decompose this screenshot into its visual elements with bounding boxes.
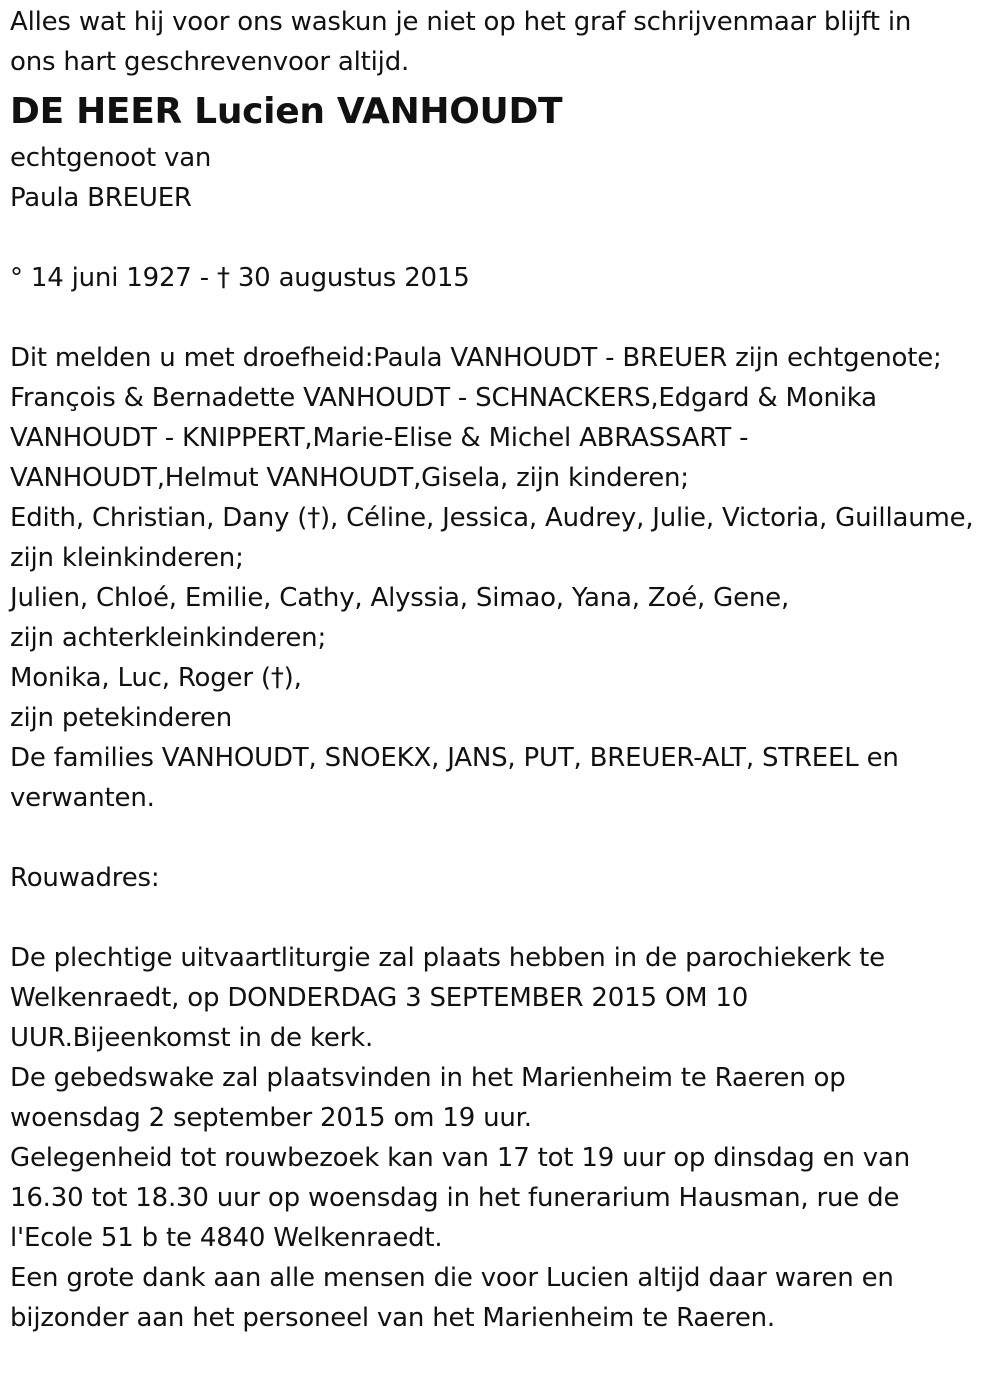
ceremony-line: l'Ecole 51 b te 4840 Welkenraedt. xyxy=(10,1223,443,1253)
spacer xyxy=(10,218,995,258)
ceremony-line: De plechtige uitvaartliturgie zal plaats hebben in de parochiekerk te xyxy=(10,943,885,973)
deceased-name: DE HEER Lucien VANHOUDT xyxy=(10,91,563,132)
ceremony-line: De gebedswake zal plaatsvinden in het Marienheim te Raeren op xyxy=(10,1063,846,1093)
quote-line: Alles wat hij voor ons waskun je niet op het graf schrijvenmaar blijft in xyxy=(10,7,912,37)
ceremony-line: Welkenraedt, op DONDERDAG 3 SEPTEMBER 2015 OM 10 xyxy=(10,983,749,1013)
spouse-name: Paula BREUER xyxy=(10,183,192,213)
family-line: François & Bernadette VANHOUDT - SCHNACKERS,Edgard & Monika xyxy=(10,383,877,413)
family-line: zijn kleinkinderen; xyxy=(10,543,244,573)
obituary-notice xyxy=(10,2,995,1338)
spacer xyxy=(10,818,995,858)
family-line: Monika, Luc, Roger (†), xyxy=(10,663,302,693)
ceremony-details xyxy=(10,938,995,1338)
family-line: De families VANHOUDT, SNOEKX, JANS, PUT, BREUER-ALT, STREEL en xyxy=(10,743,899,773)
ceremony-line: UUR.Bijeenkomst in de kerk. xyxy=(10,1023,374,1053)
ceremony-line: Gelegenheid tot rouwbezoek kan van 17 tot 19 uur op dinsdag en van xyxy=(10,1143,910,1173)
spouse-label: echtgenoot van xyxy=(10,143,212,173)
ceremony-line: 16.30 tot 18.30 uur op woensdag in het funerarium Hausman, rue de xyxy=(10,1183,900,1213)
ceremony-line: woensdag 2 september 2015 om 19 uur. xyxy=(10,1103,532,1133)
family-line: zijn achterkleinkinderen; xyxy=(10,623,327,653)
family-line: verwanten. xyxy=(10,783,155,813)
memorial-quote xyxy=(10,2,995,82)
life-dates: ° 14 juni 1927 - † 30 augustus 2015 xyxy=(10,263,470,293)
spacer xyxy=(10,898,995,938)
spacer xyxy=(10,298,995,338)
quote-line: ons hart geschrevenvoor altijd. xyxy=(10,47,410,77)
ceremony-line: Een grote dank aan alle mensen die voor Lucien altijd daar waren en xyxy=(10,1263,894,1293)
family-line: Dit melden u met droefheid:Paula VANHOUDT - BREUER zijn echtgenote; xyxy=(10,343,942,373)
family-line: Julien, Chloé, Emilie, Cathy, Alyssia, Simao, Yana, Zoé, Gene, xyxy=(10,583,790,613)
family-announcement xyxy=(10,338,995,818)
ceremony-line: bijzonder aan het personeel van het Marienheim te Raeren. xyxy=(10,1303,775,1333)
family-line: zijn petekinderen xyxy=(10,703,232,733)
family-line: VANHOUDT,Helmut VANHOUDT,Gisela, zijn kinderen; xyxy=(10,463,689,493)
mourning-address-label: Rouwadres: xyxy=(10,863,160,893)
family-line: Edith, Christian, Dany (†), Céline, Jessica, Audrey, Julie, Victoria, Guillaume, xyxy=(10,503,974,533)
family-line: VANHOUDT - KNIPPERT,Marie-Elise & Michel ABRASSART - xyxy=(10,423,749,453)
